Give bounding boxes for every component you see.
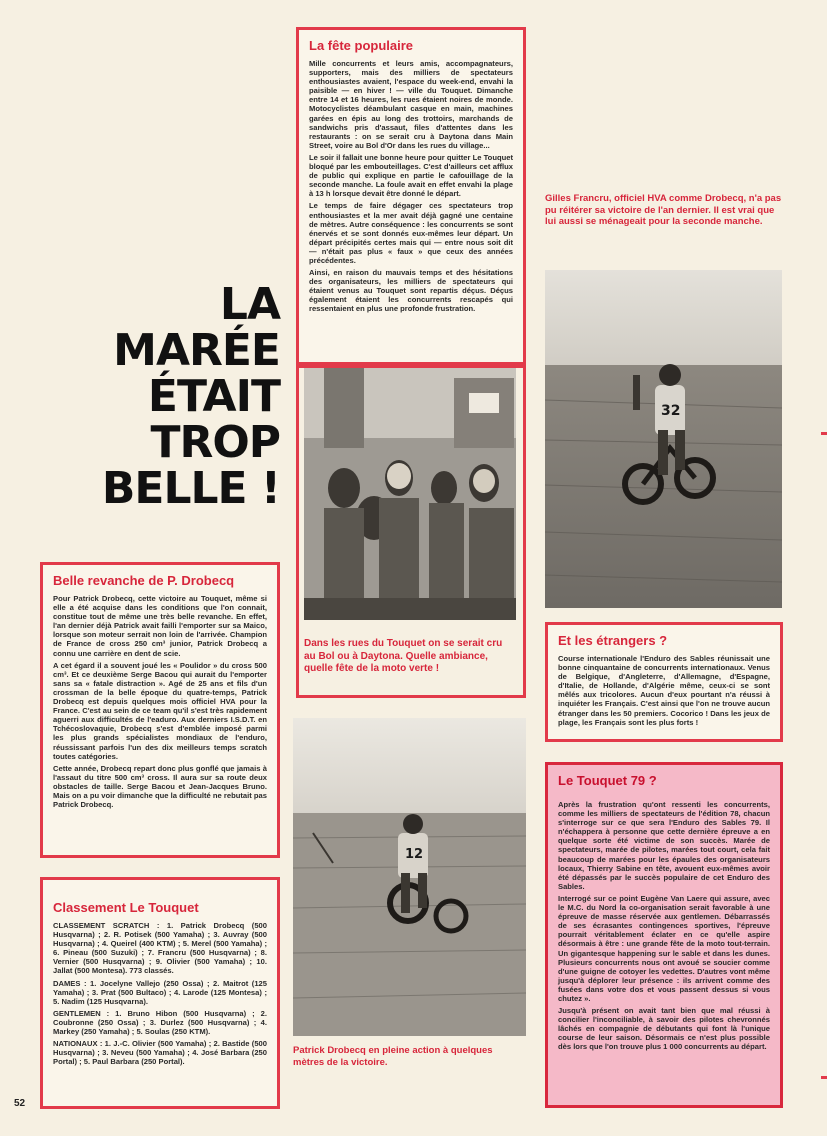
photo-francru <box>545 270 782 608</box>
touquet79-paragraph: Interrogé sur ce point Eugène Van Laere qui assure, avec le M.C. du Nord la co-organisation serait favorable à une épreuve de masse réservée aux gentlemen. Débarrassés de ses écrasantes contingences sportives, l'épreuve pourrait véritablement éclater en ce qu'elle aspire désormais à être : une grande fête de la moto tout-terrain. Un gigantesque happening sur le sable et dans les dunes. Plusieurs concurrents nous ont avoué se soucier comme d'une guigne de cotoyer les vedettes. D'autres vont même jusqu'à déplorer leur présence : ils arrivent comme des fusées dans votre dos et vous passent dessus si vous chutez ». <box>558 893 770 1003</box>
classement-paragraph: GENTLEMEN : 1. Bruno Hibon (500 Husqvarna) ; 2. Coubronne (250 Ossa) ; 3. Durlez (500 Husqvarna) ; 4. Markey (250 Yamaha) ; 5. Soulas (250 KTM). <box>53 1008 267 1037</box>
revanche-body <box>53 594 267 809</box>
fete-paragraph: Ainsi, en raison du mauvais temps et des hésitations des organisateurs, les milliers de spectateurs qui étaient venus au Touquet sont repartis déçus. Déçus également étaient les concurrents rescapés qui ressentaient en plus une profonde frustration. <box>309 268 513 314</box>
etrangers-box <box>545 622 783 742</box>
fete-paragraph: Le temps de faire dégager ces spectateurs trop enthousiastes et la mer avait déjà gagné une centaine de mètres. Autre conséquence : les concurrents se sont énervés et se sont donnés eux-mêmes leur départ. Un départ précipités certes mais qui — entre nous soit dit — n'était pas plus « faux » que ceux des années précédentes. <box>309 201 513 265</box>
touquet79-heading: Le Touquet 79 ? <box>558 773 657 788</box>
classement-paragraph: DAMES : 1. Jocelyne Vallejo (250 Ossa) ; 2. Maitrot (125 Yamaha) ; 3. Prat (500 Bultaco) ; 4. Larode (125 Montesa) ; 5. Nadim (125 Husqvarna). <box>53 978 267 1006</box>
photo-crowd-image <box>304 368 516 620</box>
fete-heading: La fête populaire <box>309 38 414 53</box>
revanche-paragraph: A cet égard il a souvent joué les « Poulidor » du cross 500 cm³. Et ce deuxième Serge Bacou qui aurait du l'emporter sans sa « fatale distraction ». Agé de 25 ans et fils d'un crossman de la belle époque du quatre-temps, Patrick Drobecq est depuis quelques mois officiel HVA pour la France. C'est au sein de ce team qu'il s'est très rapidement aguerri aux difficultés de l'eaduro. Aux derniers I.S.D.T. en Tchécoslovaquie, Drobecq s'est d'emblée imposé parmi les plus grands spécialistes mondiaux de l'enduro, réussissant parfois l'un des dix meilleurs temps scratch toutes catégories. <box>53 660 267 761</box>
revanche-box <box>40 562 280 858</box>
classement-heading: Classement Le Touquet <box>53 900 199 915</box>
revanche-paragraph: Pour Patrick Drobecq, cette victoire au Touquet, même si elle a été acquise dans les conditions que l'on connait, constitue tout de même une très belle revanche. En effet, l'an dernier déjà Patrick avait failli l'emporter sur sa Maico, lorsque son moteur serrait non loin de l'arrivée. Champion de France de cross 250 cm³ junior, Patrick Drobecq a connu une carrière en dent de scie. <box>53 594 267 658</box>
svg-text:12: 12 <box>405 847 424 862</box>
caption-drobecq: Patrick Drobecq en pleine action à quelques mètres de la victoire. <box>293 1045 493 1068</box>
page-number: 52 <box>14 1098 26 1109</box>
title-line-5: BELLE ! <box>101 463 280 514</box>
etrangers-paragraph: Course internationale l'Enduro des Sables réunissait une bonne cinquantaine de concurrents internationaux. Venus de Belgique, d'Angleterre, d'Allemagne, d'Espagne, d'Italie, de Hollande, d'Algérie même, ceux-ci se sont mêlés aux tricolores. Aucun d'eux pourtant n'a réussi à inquiéter les Français. C'est ainsi que l'on ne trouve aucun étranger dans les 50 premiers. Cocorico ! Dans les jeux de plage, les Français sont les plus forts ! <box>558 654 770 727</box>
touquet79-body <box>558 800 770 1052</box>
fete-paragraph: Mille concurrents et leurs amis, accompagnateurs, supporters, mais des milliers de spectateurs enthousiastes avaient, l'espace du week-end, envahi la paisible — en hiver ! — ville du Touquet. Dimanche entre 14 et 16 heures, les rues étaient noires de monde. Motocyclistes déambulant casque en main, machines garées en épis au long des trottoirs, marchands de sandwichs pris d'assaut, files d'attentes dans les restaurants : on se serait cru à Daytona dans Main Street, voire au Bol d'Or dans les rues du village... <box>309 59 513 150</box>
classement-box <box>40 877 280 1109</box>
title-line-1: LA <box>219 279 280 330</box>
svg-text:32: 32 <box>661 403 681 419</box>
touquet79-box <box>545 762 783 1108</box>
photo-francru-image <box>545 270 782 608</box>
caption-rues: Dans les rues du Touquet on se serait cru au Bol ou à Daytona. Quelle ambiance, quelle fête de la moto verte ! <box>304 638 503 674</box>
title-line-4: TROP <box>150 417 280 468</box>
revanche-heading: Belle revanche de P. Drobecq <box>53 573 235 588</box>
fete-populaire-box <box>296 27 526 365</box>
title-line-3: ÉTAIT <box>147 371 280 422</box>
photo-crowd <box>304 368 516 620</box>
etrangers-heading: Et les étrangers ? <box>558 633 668 648</box>
touquet79-paragraph: Après la frustration qu'ont ressenti les concurrents, comme les milliers de spectateurs de l'édition 78, chacun s'interroge sur ce que sera l'Enduro des Sables 79. Il n'échappera à personne que cette dernière épreuve a en quelque sorte été victime de son succès. Marée de spectateurs, marée de pilotes, marées tout court, cela fait beaucoup de marées pour les épaules des organisateurs locaux, Thierry Sabine en tête, avouent eux-mêmes avoir été dépassés par le succès populaire de cet Enduro des Sables. <box>558 800 770 891</box>
classement-paragraph: CLASSEMENT SCRATCH : 1. Patrick Drobecq (500 Husqvarna) ; 2. R. Potisek (500 Yamaha) ; 3. Auvray (500 Husqvarna) ; 4. Queirel (400 KTM) ; 5. Merel (500 Yamaha) ; 6. Pineau (500 Suzuki) ; 7. Francru (500 Husqvarna) ; 8. Vernier (500 Husqvarna) ; 9. Olivier (500 Yamaha) ; 10. Jallat (500 Montesa). 773 classés. <box>53 921 267 976</box>
fete-paragraph: Le soir il fallait une bonne heure pour quitter Le Touquet bloqué par les embouteillages. C'est d'ailleurs cet afflux de public qui explique en partie le cafouillage de la seconde manche. La foule avait en effet envahi la plage à 13 h lorsque devait être donné le départ. <box>309 152 513 199</box>
article-title <box>95 279 280 514</box>
photo-drobecq <box>293 718 526 1036</box>
fete-body <box>309 59 513 314</box>
edge-mark <box>821 432 827 435</box>
photo-drobecq-image <box>293 718 526 1036</box>
touquet79-paragraph: Jusqu'à présent on avait tant bien que mal réussi à concilier l'inconciliable, à savoir des pilotes chevronnés lâchés en compagnie de débutants qui font là l'unique course de leur saison. Désormais ce n'est plus possible dès lors que l'on trouve plus 1 000 concurrents au départ. <box>558 1006 770 1052</box>
classement-body <box>53 921 267 1066</box>
edge-mark <box>821 1076 827 1079</box>
caption-francru: Gilles Francru, officiel HVA comme Drobecq, n'a pas pu réitérer sa victoire de l'an dernier. Il est vrai que lui aussi se ménageait pour la seconde manche. <box>545 193 782 227</box>
etrangers-body <box>558 654 770 727</box>
revanche-paragraph: Cette année, Drobecq repart donc plus gonflé que jamais à l'assaut du titre 500 cm³ cross. Il aura sur sa route deux obstacles de taille. Serge Bacou et Jean-Jacques Bruno. Mais on a pu voir dimanche que la difficulté ne rebutait pas Patrick Drobecq. <box>53 763 267 810</box>
title-line-2: MARÉE <box>113 325 280 376</box>
classement-paragraph: NATIONAUX : 1. J.-C. Olivier (500 Yamaha) ; 2. Bastide (500 Husqvarna) ; 3. Neveu (500 Yamaha) ; 4. José Barbara (250 Portal) ; 5. Paul Barbara (250 Portal). <box>53 1039 267 1067</box>
